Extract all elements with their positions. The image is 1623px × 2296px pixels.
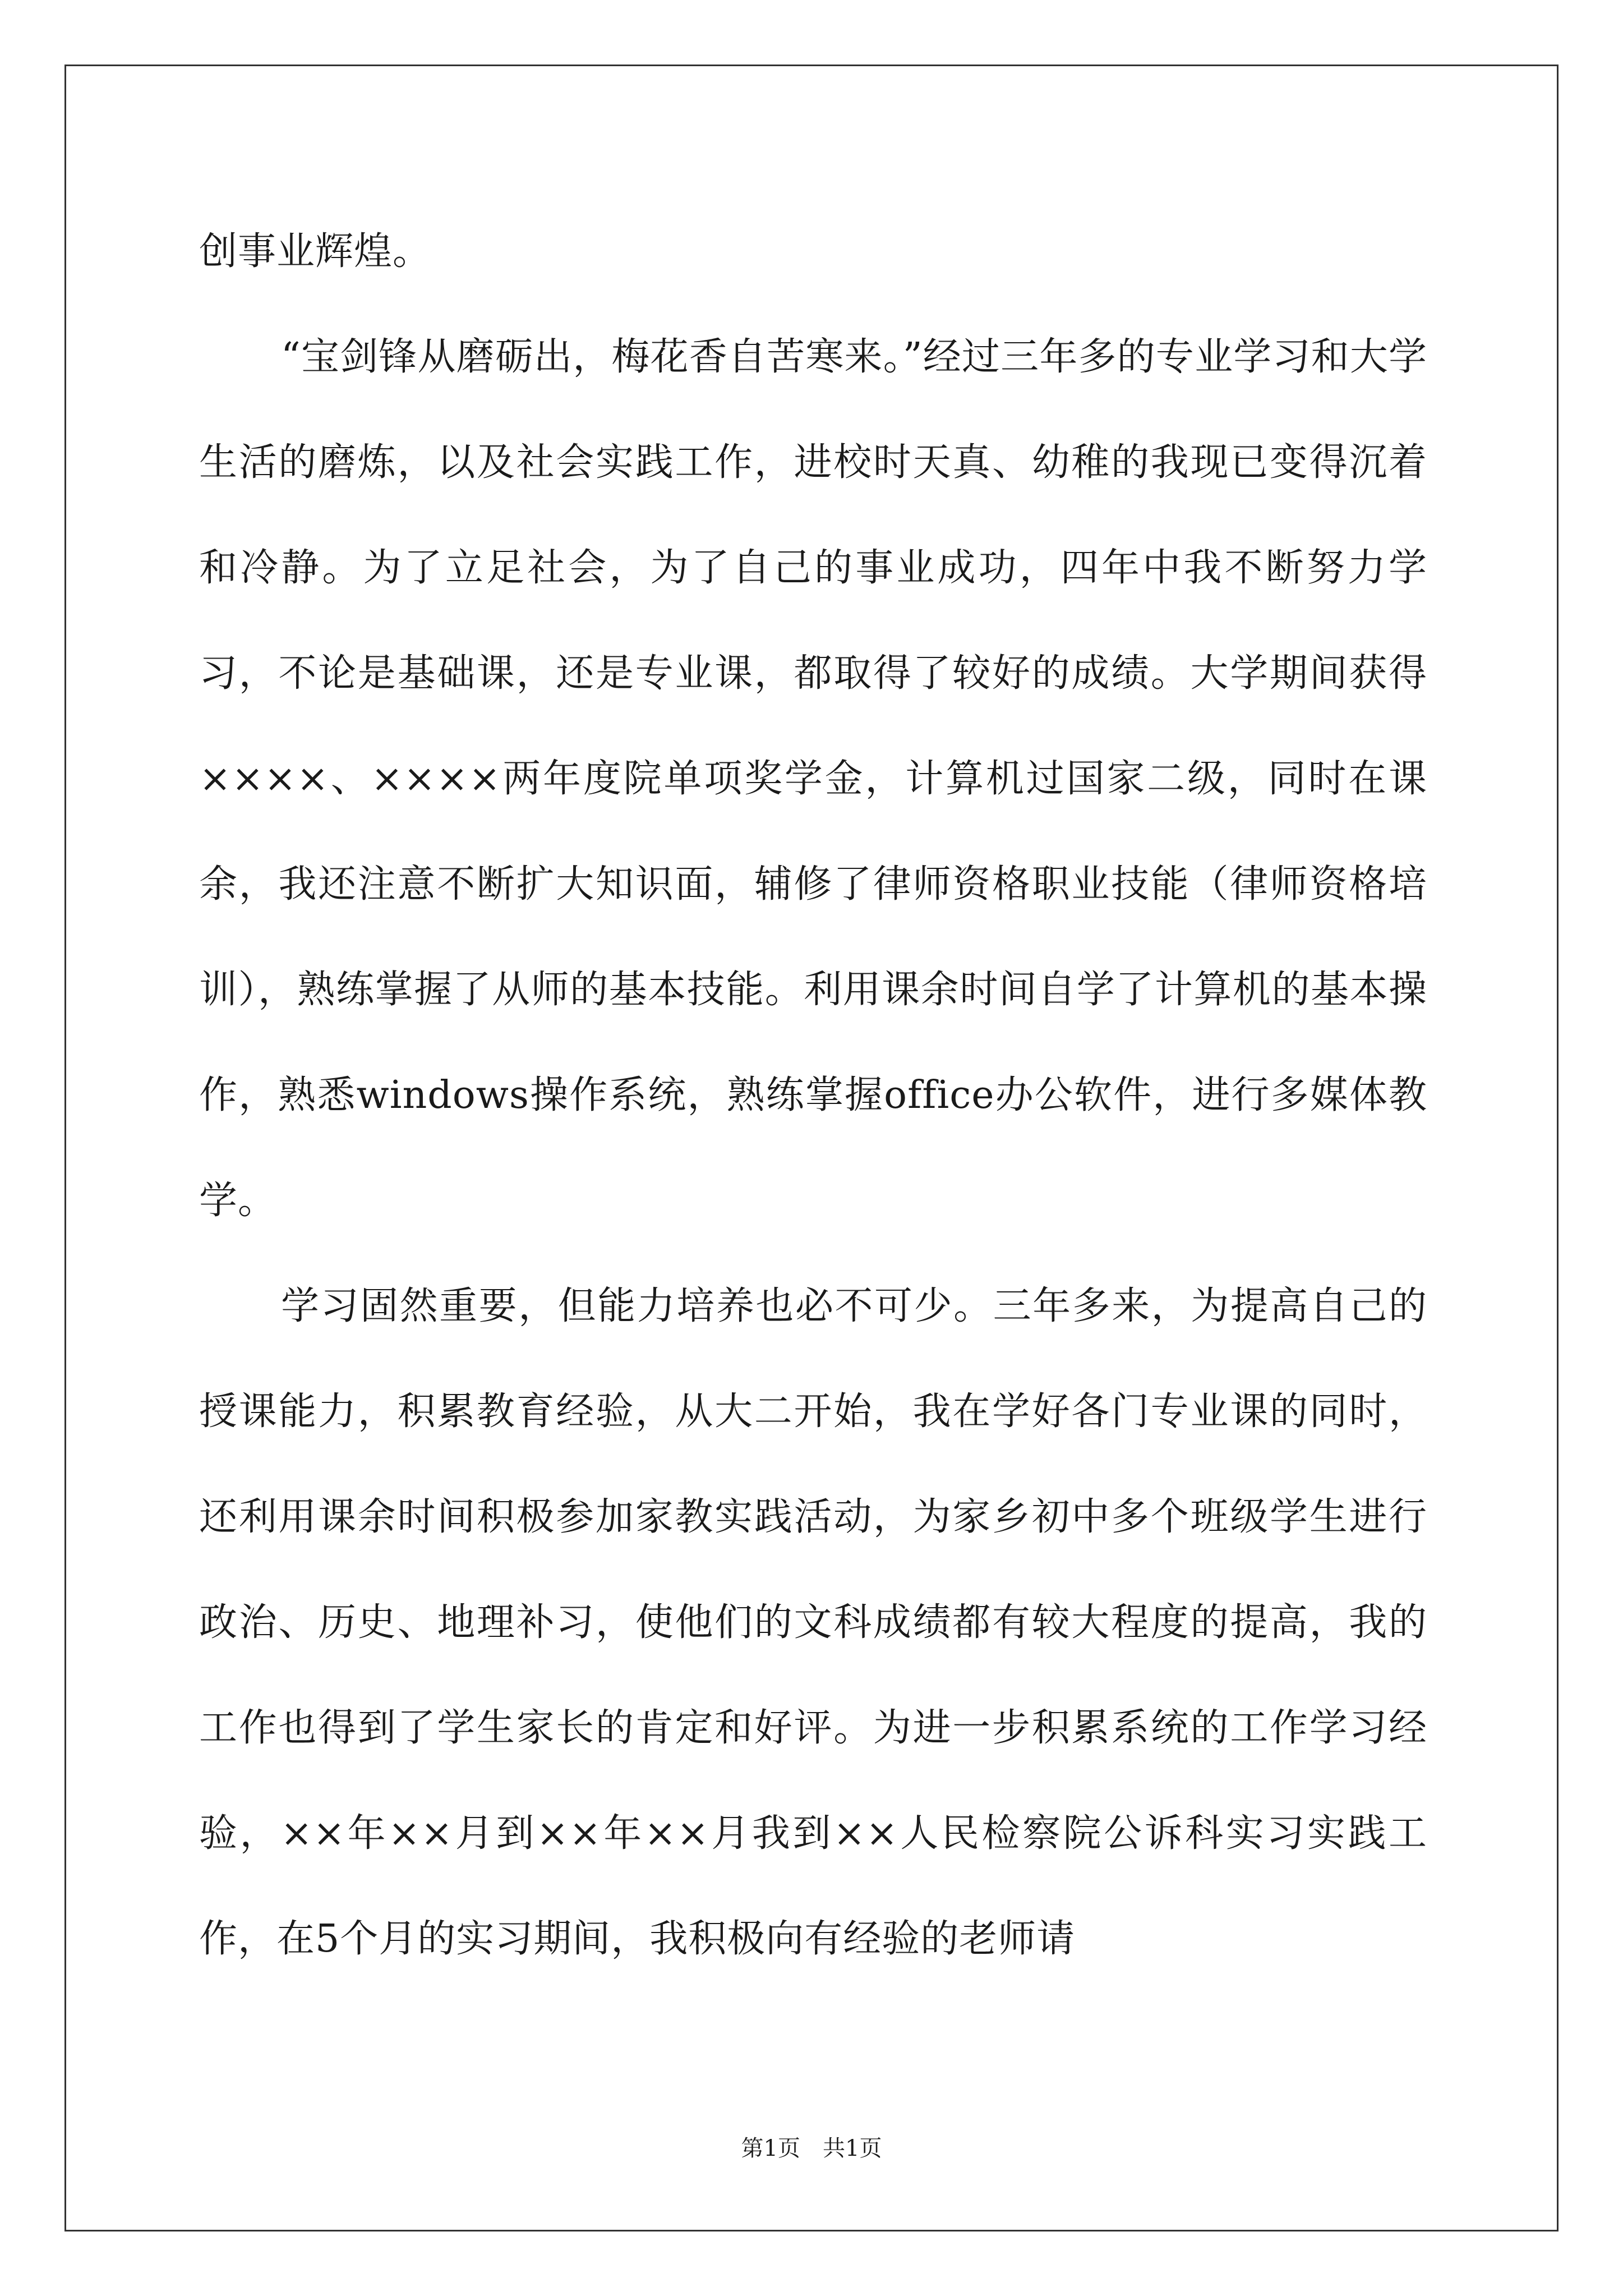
paragraph-practice: 学习固然重要，但能力培养也必不可少。三年多来，为提高自己的授课能力，积累教育经验，从大二开始，我在学好各门专业课的同时，还利用课余时间积极参加家教实践活动，为家乡初中多个班级学生进行政治、历史、地理补习，使他们的文科成绩都有较大程度的提高，我的工作也得到了学生家长的肯定和好评。为进一步积累系统的工作学习经验，××年××月到××年××月我到××人民检察院公诉科实习实践工作，在5个月的实习期间，我积极向有经验的老师请	[199, 1284, 1427, 1961]
paragraph-study: “宝剑锋从磨砺出，梅花香自苦寒来。”经过三年多的专业学习和大学生活的磨炼，以及社会实践工作，进校时天真、幼稚的我现已变得沉着和冷静。为了立足社会，为了自己的事业成功，四年中我不断努力学习，不论是基础课，还是专业课，都取得了较好的成绩。大学期间获得××××、××××两年度院单项奖学金，计算机过国家二级，同时在课余，我还注意不断扩大知识面，辅修了律师资格职业技能（律师资格培训），熟练掌握了从师的基本技能。利用课余时间自学了计算机的基本操作，熟悉windows操作系统，熟练掌握office办公软件，进行多媒体教学。	[199, 335, 1427, 1223]
page-number: 第1页	[741, 2136, 800, 2161]
document-body	[199, 199, 1427, 1992]
page-footer	[0, 2132, 1623, 2165]
page-total: 共1页	[823, 2136, 882, 2161]
paragraph-continuation: 创事业辉煌。	[199, 229, 432, 274]
